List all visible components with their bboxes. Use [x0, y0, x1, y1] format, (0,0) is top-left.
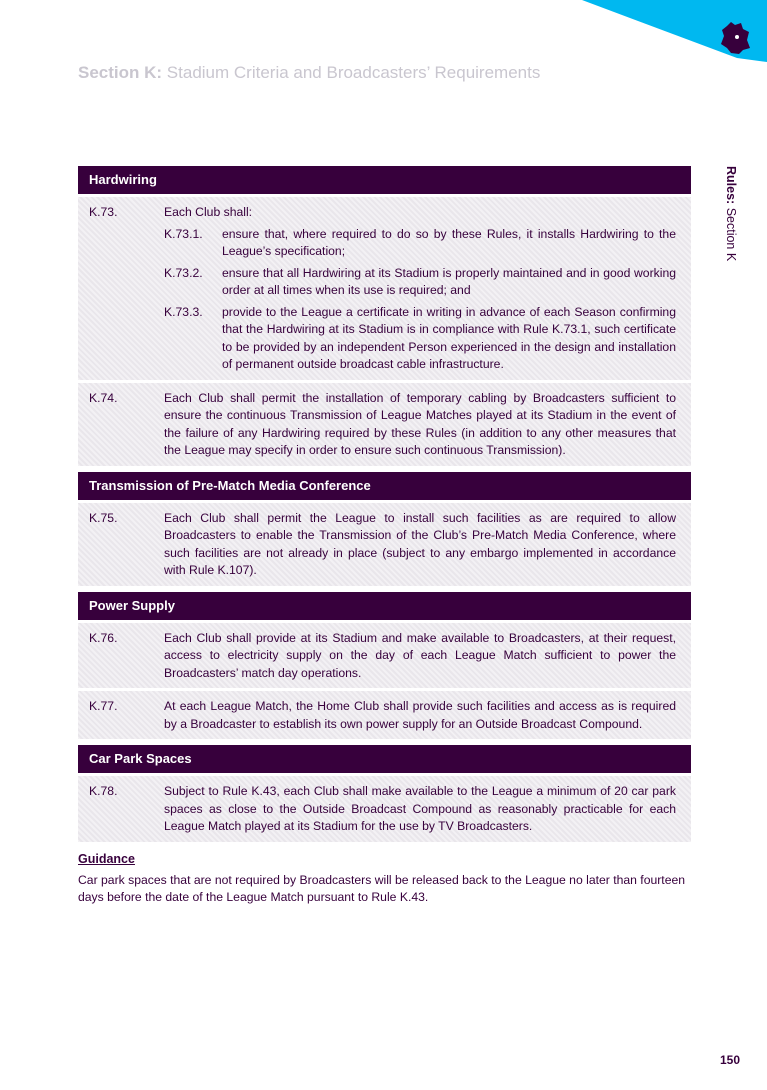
rule-body: [164, 698, 676, 733]
rule-number: K.75.: [89, 510, 118, 525]
rule-number: K.74.: [89, 390, 118, 405]
page-title: [78, 63, 540, 83]
rule-k74: [78, 383, 691, 466]
section-heading-media-conference: Transmission of Pre-Match Media Conference: [78, 472, 691, 500]
rule-text: At each League Match, the Home Club shall provide such facilities and access as is required by a Broadcaster to establish its own power supply for an Outside Broadcast Compound.: [164, 699, 676, 731]
side-section-label: [724, 166, 738, 261]
rule-k76: [78, 623, 691, 689]
side-label-rest: Section K: [724, 207, 738, 262]
rule-k77: [78, 691, 691, 739]
corner-decoration: [567, 0, 767, 80]
rule-k78: [78, 776, 691, 842]
section-heading-hardwiring: Hardwiring: [78, 166, 691, 194]
rule-body: [164, 783, 676, 836]
subrule-k73-1: [164, 226, 676, 261]
rules-content: [78, 166, 691, 907]
subrule-text: provide to the League a certificate in writing in advance of each Season confirming that the Hardwiring at its Stadium is in compliance with Rule K.73.1, such certificate to be provided by an independent Person experienced in the design and installation of permanent outside broadcast cable infrastructure.: [222, 304, 676, 371]
rule-body: [164, 630, 676, 683]
rule-text: Subject to Rule K.43, each Club shall make available to the League a minimum of 20 car park spaces as close to the Outside Broadcast Compound as reasonably practicable for each League Match played at its Stadium for the use by TV Broadcasters.: [164, 784, 676, 833]
rule-number: K.78.: [89, 784, 118, 798]
guidance-heading: Guidance: [78, 851, 135, 866]
section-heading-power-supply: Power Supply: [78, 592, 691, 620]
page-number: 150: [719, 1053, 740, 1067]
subrule-text: ensure that all Hardwiring at its Stadium is properly maintained and in good working order at all times when its use is required; and: [222, 265, 676, 297]
rule-text: Each Club shall permit the installation of temporary cabling by Broadcasters sufficient to ensure the continuous Transmission of League Matches played at its Stadium in the event of the failure of any Hardwiring required by these Rules (in addition to any other measures that the League may specify in order to ensure such continuous Transmission).: [164, 390, 676, 457]
title-section-name: Stadium Criteria and Broadcasters’ Requirements: [166, 63, 541, 82]
subrule-k73-2: [164, 265, 676, 300]
subrule-number: K.73.1.: [164, 226, 203, 241]
subrule-number: K.73.3.: [164, 304, 203, 319]
section-heading-car-park: Car Park Spaces: [78, 745, 691, 773]
subrule-text: ensure that, where required to do so by these Rules, it installs Hardwiring to the League’s specification;: [222, 226, 676, 258]
guidance-text: Car park spaces that are not required by Broadcasters will be released back to the League no later than fourteen days before the date of the League Match pursuant to Rule K.43.: [78, 872, 686, 904]
subrule-k73-3: [164, 304, 676, 374]
rule-number: K.76.: [89, 630, 118, 645]
rule-number: K.77.: [89, 699, 118, 713]
rule-text: Each Club shall provide at its Stadium and make available to Broadcasters, at their request, access to electricity supply on the day of each League Match sufficient to power the Broadcasters’ match day operations.: [164, 630, 676, 680]
rule-k75: [78, 503, 691, 586]
rule-k73: [78, 197, 691, 380]
rule-body: [164, 510, 676, 580]
rule-text: Each Club shall:: [164, 205, 253, 219]
side-label-bold: Rules:: [724, 166, 738, 205]
rule-body: [164, 390, 676, 460]
rule-body: [164, 204, 676, 374]
title-section-label: Section K:: [78, 63, 163, 82]
rule-text: Each Club shall permit the League to install such facilities as are required to allow Broadcasters to enable the Transmission of the Club’s Pre-Match Media Conference, where such facilities are not already in place (subject to any embargo implemented in accordance with Rule K.107).: [164, 510, 676, 577]
guidance-block: [78, 852, 691, 907]
rule-number: K.73.: [89, 205, 118, 219]
subrule-number: K.73.2.: [164, 265, 203, 280]
